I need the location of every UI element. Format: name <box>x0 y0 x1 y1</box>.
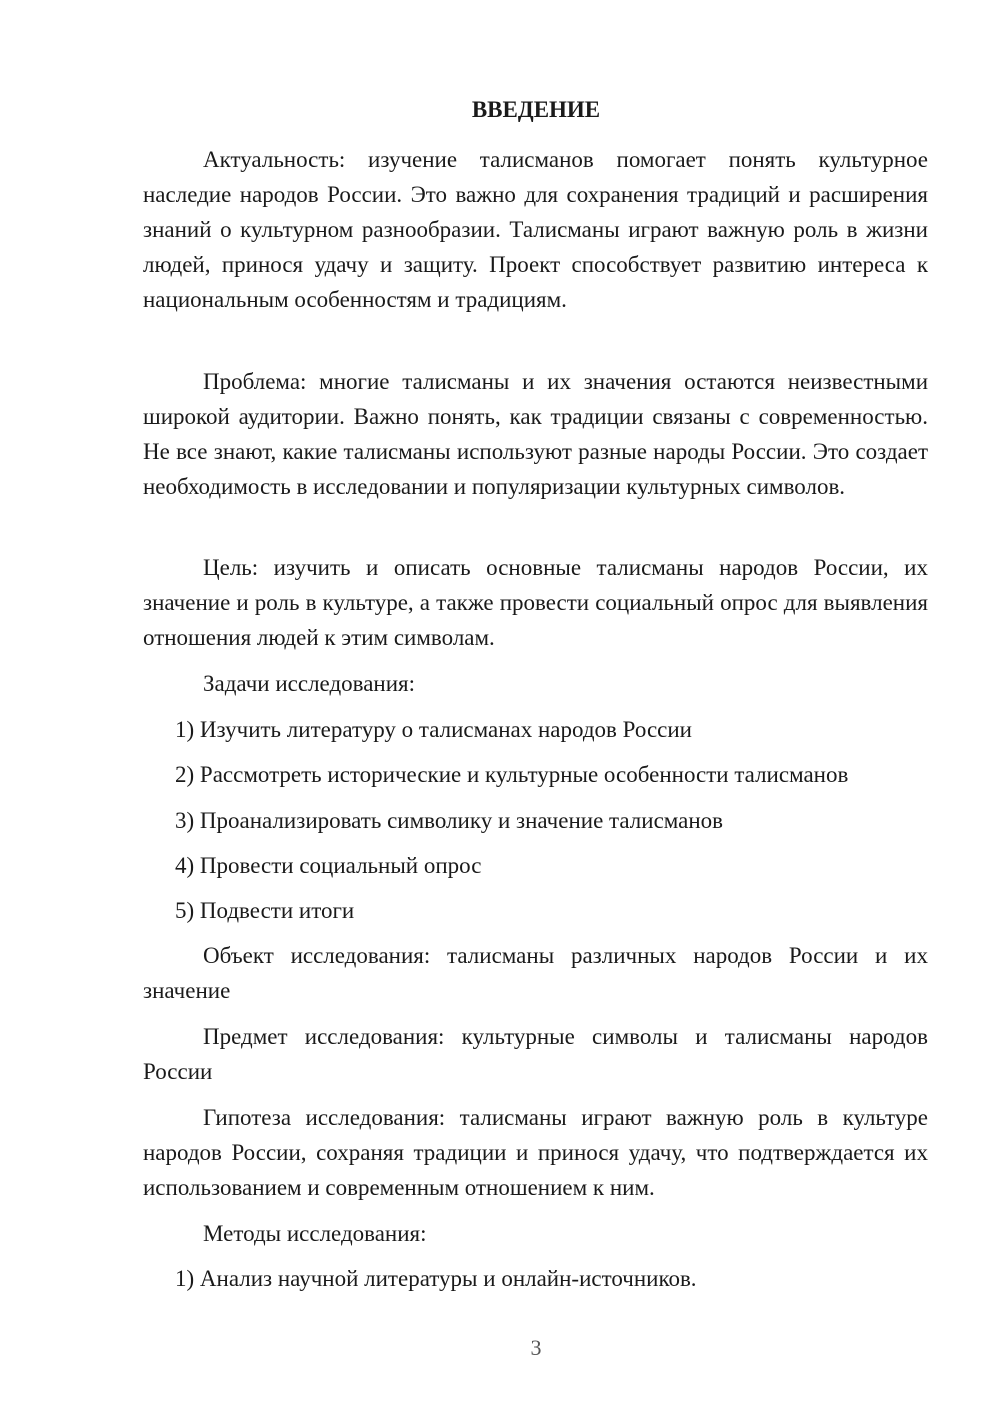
page-number: 3 <box>530 1335 542 1360</box>
task-item-5: 5) Подвести итоги <box>175 898 355 923</box>
object-paragraph: Объект исследования: талисманы различных народов России и их значение <box>143 943 928 1003</box>
task-item-3: 3) Проанализировать символику и значение талисманов <box>175 808 724 833</box>
task-item-1: 1) Изучить литературу о талисманах народов России <box>175 717 692 742</box>
relevance-paragraph: Актуальность: изучение талисманов помогает понять культурное наследие народов России. Это важно для сохранения традиций и расширения знаний о культурном разнообразии. Талисманы играют важную роль в жизни людей, принося удачу и защиту. Проект способствует развитию интереса к национальным особенностям и традициям. <box>143 147 928 312</box>
task-item-2: 2) Рассмотреть исторические и культурные особенности талисманов <box>175 762 849 787</box>
method-item-1: 1) Анализ научной литературы и онлайн-источников. <box>175 1266 697 1291</box>
subject-paragraph: Предмет исследования: культурные символы и талисманы народов России <box>143 1024 928 1084</box>
tasks-heading: Задачи исследования: <box>203 671 416 696</box>
problem-paragraph: Проблема: многие талисманы и их значения остаются неизвестными широкой аудитории. Важно понять, как традиции связаны с современностью. Не все знают, какие талисманы используют разные народы России. Это создает необходимость в исследовании и популяризации культурных символов. <box>143 369 928 499</box>
hypothesis-paragraph: Гипотеза исследования: талисманы играют важную роль в культуре народов России, сохраняя традиции и принося удачу, что подтверждается их использованием и современным отношением к ним. <box>143 1105 928 1200</box>
page-title: ВВЕДЕНИЕ <box>471 97 601 122</box>
methods-heading: Методы исследования: <box>203 1221 427 1246</box>
task-item-4: 4) Провести социальный опрос <box>175 853 482 878</box>
goal-paragraph: Цель: изучить и описать основные талисманы народов России, их значение и роль в культуре, а также провести социальный опрос для выявления отношения людей к этим символам. <box>143 555 928 650</box>
